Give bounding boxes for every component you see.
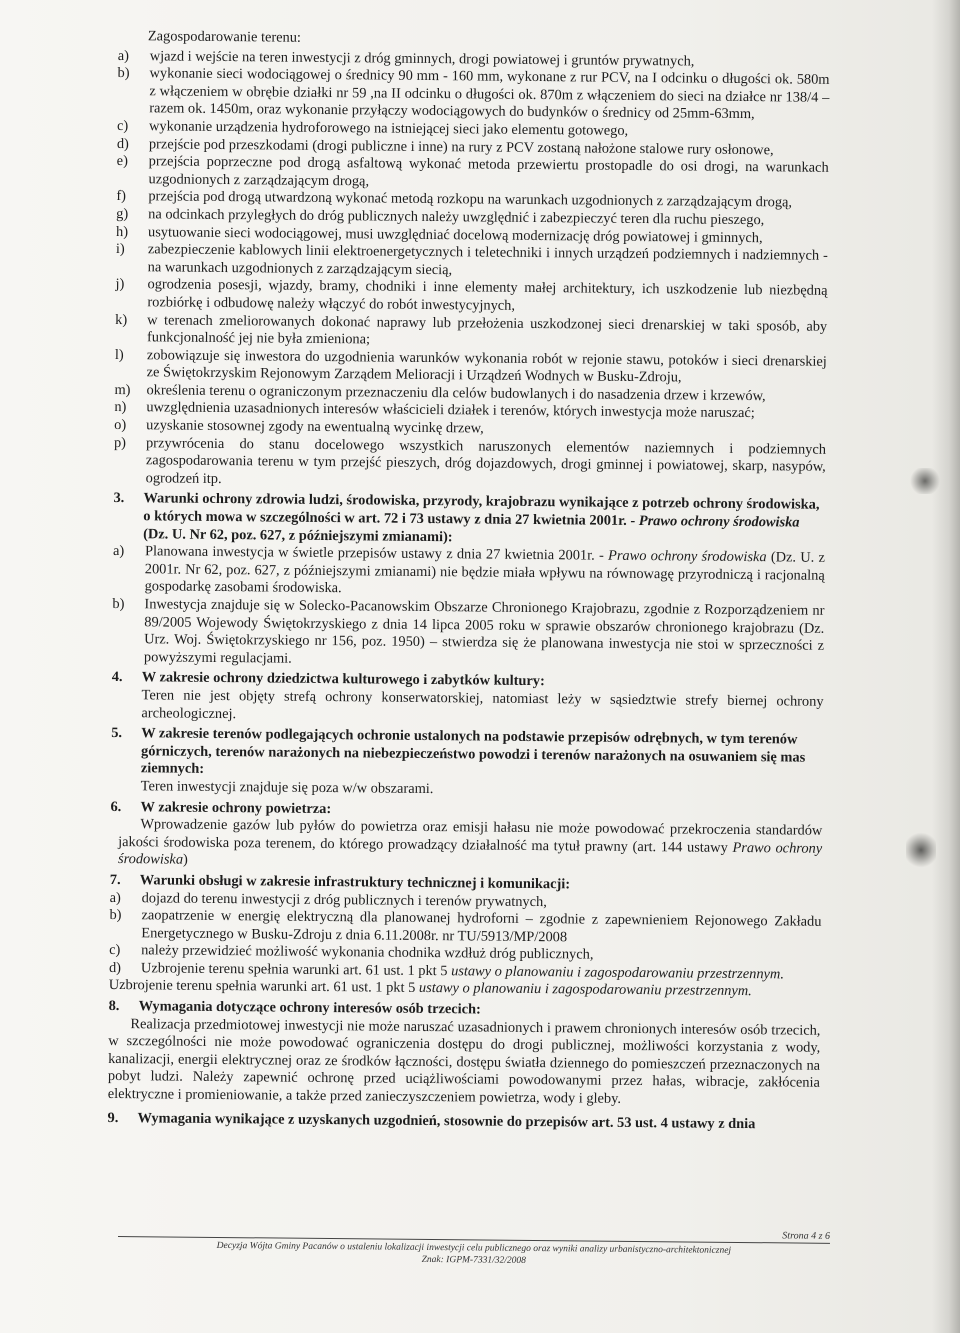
list-item bbox=[114, 435, 826, 495]
section-title: Wymagania wynikające z uzyskanych uzgodnień, stosownie do przepisów art. 53 ust. 4 ustawy z dnia bbox=[137, 1109, 756, 1132]
section-title: W zakresie ochrony powietrza: bbox=[140, 798, 332, 817]
list-item-label: g) bbox=[116, 205, 129, 223]
list-item-label: i) bbox=[115, 241, 125, 258]
list-item-label: d) bbox=[116, 135, 129, 152]
list-item-text: wykonanie urządzenia hydroforowego na istniejącej sieci jako elementu gotowego, bbox=[148, 118, 629, 139]
scan-mark bbox=[908, 468, 942, 494]
list-item-text: Planowana inwestycja w świetle przepisów ustawy z dnia 27 kwietnia 2001r. - Prawo ochrony środowiska (Dz. U. z 2001r. Nr 62, poz. 627, z późniejszymi zmianami) nie będzie miała wpływu na równowagę przyrodniczą i racjonalną gospodarkę zasobami środowiska. bbox=[144, 543, 826, 597]
list-item-text: określenia terenu o ograniczonym przeznaczeniu dla celów budowlanych i do nasadzenia drzew i krzewów, bbox=[146, 382, 766, 405]
list-item-label: d) bbox=[108, 959, 122, 976]
section-7-closing: Uzbrojenie terenu spełnia warunki art. 61 ust. 1 pkt 5 ustawy o planowaniu i zagospodarowaniu przestrzennym. bbox=[108, 977, 752, 1000]
section-title: Warunki ochrony zdrowia ludzi, środowiska, przyrody, krajobrazu wynikające z potrzeb ochrony środowiska, o których mowa w szczególności w art. 72 i 73 ustawy z dnia 27 kwietnia 2001r. - bbox=[143, 490, 820, 530]
list-item-label: o) bbox=[114, 417, 127, 434]
list-item-label: b) bbox=[109, 907, 122, 924]
list-item-label: l) bbox=[114, 346, 124, 363]
page-number: Strona 4 z 6 bbox=[782, 1230, 831, 1242]
section-3-list bbox=[112, 543, 825, 673]
section-number: 8. bbox=[108, 998, 120, 1015]
list-item-text: w terenach zmeliorowanych dokonać naprawy lub przełożenia uszkodzonej sieci drenarskiej w taki sposób, aby funkcjonalność jej nie była zmieniona; bbox=[146, 311, 828, 348]
list-item-text: uwzględnienia uzasadnionych interesów właścicieli działek i terenów, których inwestycja może naruszać; bbox=[146, 399, 755, 422]
section-title: Wymagania dotyczące ochrony interesów osób trzecich: bbox=[138, 998, 481, 1018]
list-item-label: a) bbox=[109, 889, 121, 906]
section-number: 7. bbox=[109, 871, 121, 888]
list-item-label: h) bbox=[115, 223, 129, 240]
list-item-label: m) bbox=[114, 381, 131, 399]
list-item-label: c) bbox=[116, 117, 129, 135]
section-title: Warunki obsługi w zakresie infrastruktury technicznej i komunikacji: bbox=[139, 872, 571, 893]
section-title: W zakresie ochrony dziedzictwa kulturowego i zabytków kultury: bbox=[141, 669, 545, 690]
section-5-heading bbox=[111, 725, 823, 785]
list-item-text: Uzbrojenie terenu spełnia warunki art. 61 ust. 1 pkt 5 ustawy o planowaniu i zagospodarowaniu przestrzennym. bbox=[140, 960, 785, 983]
section-number: 6. bbox=[110, 798, 122, 815]
footer-description: Decyzja Wójta Gminy Pacanów o ustaleniu lokalizacji inwestycji celu publicznego oraz wyniki analizy urbanistyczno-architektonicznej bbox=[216, 1240, 732, 1256]
list-item-label: c) bbox=[109, 942, 121, 959]
section-title-end: (Dz. U. Nr 62, poz. 627, z późniejszymi zmianami): bbox=[143, 525, 453, 545]
section-7-list bbox=[109, 889, 822, 984]
list-item-label: b) bbox=[112, 595, 125, 613]
list-item-label: j) bbox=[115, 276, 125, 293]
list-item-text: zobowiązuje się inwestora do uzgodnienia warunków wykonania robót w rejonie stawu, potoków i sieci drenarskiej ze Świętokrzyskim Rejonowym Zarządem Melioracji i Urządzeń Wodnych w Busku-Zdroju, bbox=[146, 346, 827, 386]
list-item-text: zaopatrzenie w energię elektryczną dla planowanej hydroforni – zgodnie z zapewnieniem Rejonowego Zakładu Energetycznego w Busku-Zdroju z dnia 6.11.2008r. nr TU/5913/MP/2008 bbox=[141, 907, 822, 946]
list-item-text: przejścia poprzeczne pod drogą asfaltową wykonać metoda przewiertu prostopadle do osi drogi, na warunkach uzgodnionych z zarządzającym drogą, bbox=[148, 153, 829, 190]
section-5-text: Teren inwestycji znajduje się poza w/w obszarami. bbox=[140, 778, 434, 797]
list-item-text: wjazd i wejście na teren inwestycji z dróg gminnych, drogi powiatowej i gruntów prywatnych, bbox=[149, 47, 695, 70]
list-item bbox=[113, 543, 825, 603]
section-number: 4. bbox=[111, 669, 123, 686]
section-3-heading bbox=[113, 490, 825, 550]
section-4-text: Teren nie jest objęty strefą ochrony konserwatorskiej, natomiast leży w sąsiedztwie strefy biernej ochrony archeologicznej. bbox=[141, 687, 824, 722]
section-8-text: Realizacja przedmiotowej inwestycji nie może naruszać uzasadnionych i prawem chronionych interesów osób trzecich, w szczególności nie może powodować ograniczenia dostępu do drogi publicznej, możliwości korzystania z wody, kanalizacji, energii elektrycznej oraz ze środków łączności, dostępu światła dziennego do pomieszczeń przeznaczonych na pobyt ludzi. Należy zapewnić ochronę przed uciążliwościami powodowanymi przez hałas, wibracje, zakłócenia elektryczne i promieniowanie, a także przed zanieczyszczeniem powietrza, wody i gleby. bbox=[107, 1015, 821, 1107]
section-number: 5. bbox=[111, 725, 123, 742]
section-number: 9. bbox=[107, 1109, 119, 1126]
list-item-label: b) bbox=[117, 65, 130, 82]
scan-mark bbox=[906, 830, 936, 870]
section-number: 3. bbox=[113, 490, 125, 507]
document-body bbox=[107, 28, 830, 1134]
section-6-text: Wprowadzenie gazów lub pyłów do powietrza oraz emisji hałasu nie może powodować przekroczenia standardów jakości środowiska poza terenem, do którego prowadzący działalność ma tytuł prawny (art. 144 ustawy Prawo ochrony środowiska) bbox=[117, 816, 823, 869]
list-item-label: k) bbox=[115, 311, 128, 328]
list-item-label: f) bbox=[116, 188, 127, 205]
list-item-text: dojazd do terenu inwestycji z dróg publicznych i terenów prywatnych, bbox=[141, 889, 547, 910]
section-9-heading bbox=[107, 1110, 819, 1134]
list-item-text: zabezpieczenie kablowych linii elektroenergetycznych i teletechniki i innych urządzeń podziemnych i nadziemnych - na warunkach uzgodnionych z zarządzającym siecią, bbox=[147, 241, 828, 278]
list-item-label: e) bbox=[116, 153, 128, 170]
list-item-label: p) bbox=[113, 434, 127, 451]
zagospodarowanie-list bbox=[114, 48, 830, 495]
section-title-italic: Prawo ochrony środowiska bbox=[638, 513, 800, 531]
list-item-text: należy przewidzieć możliwość wykonania chodnika wzdłuż dróg publicznych, bbox=[141, 942, 594, 963]
list-item-text: Inwestycja znajduje się w Solecko-Pacanowskim Obszarze Chronionego Krajobrazu, zgodnie z Rozporządzeniem nr 89/2005 Wojewody Świętokrzyskiego z dnia 14 lipca 2005 roku w sprawie obszarów chronionego krajobrazu (Dz. Urz. Woj. Świętokrzyskiego nr 156, poz. 1950) – stwierdza się że planowana inwestycja nie stoi w sprzeczności z powyższymi regulacjami. bbox=[143, 596, 825, 667]
list-item-label: a) bbox=[112, 543, 125, 560]
list-item-text: ogrodzenia posesji, wjazdy, bramy, chodniki i inne elementy małej architektury, ich uszkodzenie lub niezbędną rozbiórkę i odbudowę należy włączyć do robót inwestycyjnych, bbox=[147, 276, 828, 314]
page-footer bbox=[118, 1230, 831, 1270]
list-item-label: a) bbox=[117, 47, 129, 64]
list-item-text: przejście pod przeszkodami (drogi publiczne i inne) na rury z PCV zostaną nałożone stalowe rury osłonowe, bbox=[148, 135, 774, 158]
list-item-text: usytuowanie sieci wodociągowej, musi uwzględniać docelową modernizację dróg powiatowej i gminnych, bbox=[147, 223, 763, 246]
list-item-text: przywrócenia do stanu docelowego wszystkich naruszonych elementów naziemnych i podziemnych zagospodarowania terenu w tym przejść pieszych, dróg dojazdowych, drogi gminnej i powiatowej, skarp, nasypów, ogrodzeń itp. bbox=[145, 434, 827, 487]
zagospodarowanie-heading: Zagospodarowanie terenu: bbox=[147, 28, 302, 46]
list-item-label: n) bbox=[114, 399, 127, 416]
section-title: W zakresie terenów podlegających ochronie ustalonych na podstawie przepisów odrębnych, w tym terenów górniczych, terenów narażonych na niebezpieczeństwo powodzi i terenów narażonych na osuwaniem się mas ziemnych: bbox=[140, 725, 806, 778]
list-item-text: na odcinkach przyległych do dróg publicznych należy uwzględnić i zabezpieczyć teren dla ruchu pieszego, bbox=[148, 206, 765, 229]
footer-reference: Znak: IGPM-7331/32/2008 bbox=[421, 1254, 526, 1266]
list-item-text: przejścia pod drogą utwardzoną wykonać metodą rozkopu na warunkach uzgodnionych z zarządzającym drogą, bbox=[148, 188, 793, 211]
list-item bbox=[117, 65, 829, 125]
scan-edge-shadow bbox=[932, 0, 960, 1333]
list-item-text: uzyskanie stosownej zgody na ewentualną wycinkę drzew, bbox=[146, 417, 484, 437]
list-item-text: wykonanie sieci wodociągowej o średnicy 90 mm - 160 mm, wykonane z rur PCV, na I odcinku o długości ok. 580m z włączeniem w obrębie działki nr 59 ,na II odcinku o długości ok. 870m z włączeniem do sieci na działce nr 138/4 – razem ok. 1450m, oraz wykonanie przyłączy wodociągowych do budynków o średnicy od 25mm-63mm, bbox=[149, 65, 830, 123]
list-item bbox=[112, 596, 825, 673]
